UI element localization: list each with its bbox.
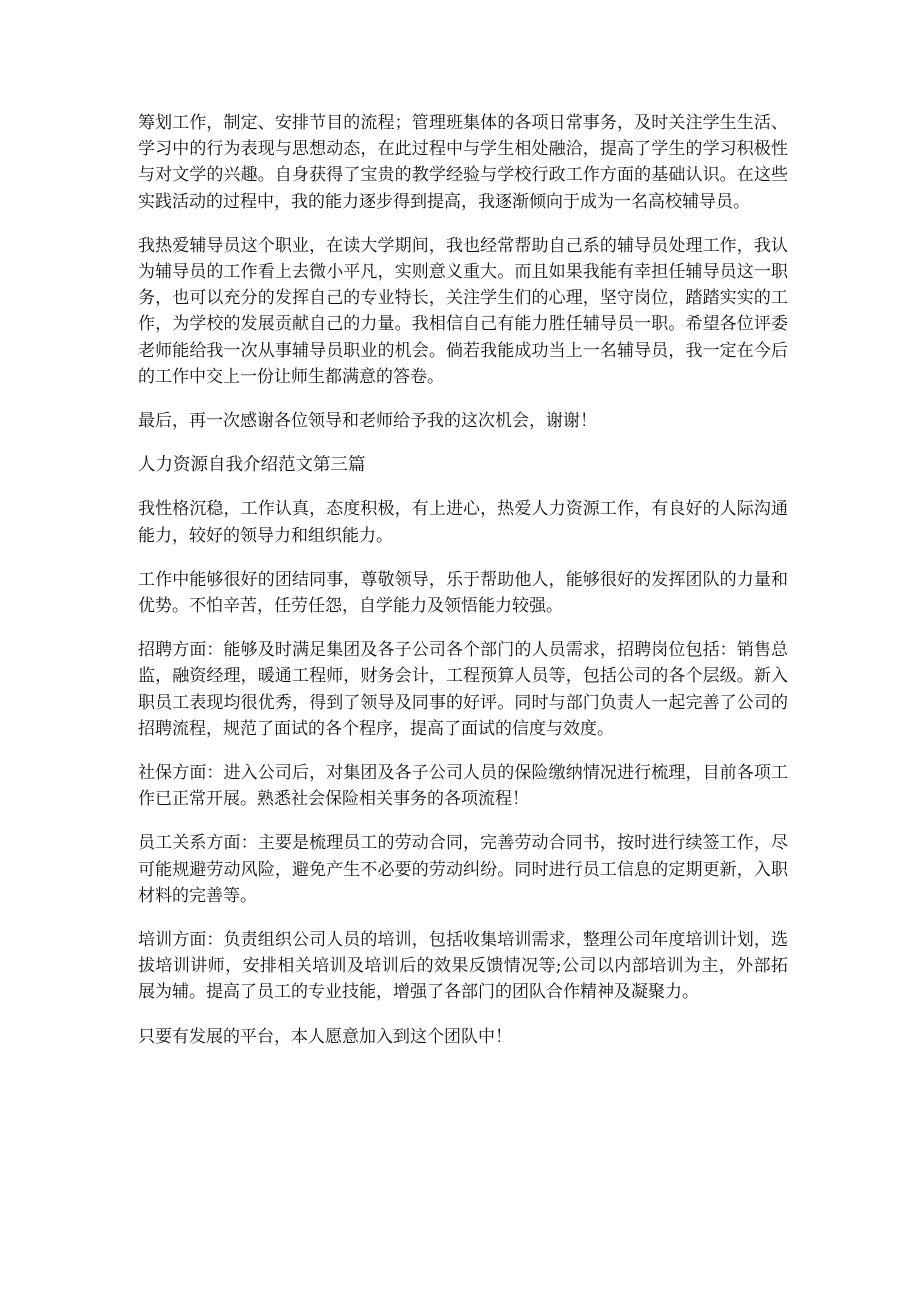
section-title: 人力资源自我介绍范文第三篇 xyxy=(138,455,366,476)
paragraph: 员工关系方面：主要是梳理员工的劳动合同，完善劳动合同书，按时进行续签工作，尽可能规避劳动风险，避免产生不必要的劳动纠纷。同时进行员工信息的定期更新，入职材料的完善等。 xyxy=(138,833,788,906)
paragraph: 培训方面：负责组织公司人员的培训，包括收集培训需求，整理公司年度培训计划，选拔培训讲师，安排相关培训及培训后的效果反馈情况等;公司以内部培训为主，外部拓展为辅。提高了员工的专业技能，增强了各部门的团队合作精神及凝聚力。 xyxy=(138,930,788,1003)
paragraph: 我性格沉稳，工作认真，态度积极，有上进心，热爱人力资源工作，有良好的人际沟通能力，较好的领导力和组织能力。 xyxy=(138,499,788,546)
document-page xyxy=(138,110,788,1068)
paragraph: 工作中能够很好的团结同事，尊敬领导，乐于帮助他人，能够很好的发挥团队的力量和优势。不怕辛苦，任劳任怨，自学能力及领悟能力较强。 xyxy=(138,569,788,617)
paragraph: 最后，再一次感谢各位领导和老师给予我的这次机会，谢谢！ xyxy=(138,411,597,432)
paragraph: 筹划工作，制定、安排节目的流程；管理班集体的各项日常事务，及时关注学生生活、学习中的行为表现与思想动态，在此过程中与学生相处融洽，提高了学生的学习积极性与对文学的兴趣。自身获得了宝贵的教学经验与学校行政工作方面的基础认识。在这些实践活动的过程中，我的能力逐步得到提高，我逐渐倾向于成为一名高校辅导员。 xyxy=(138,113,788,212)
paragraph: 只要有发展的平台，本人愿意加入到这个团队中！ xyxy=(138,1026,512,1047)
paragraph: 我热爱辅导员这个职业，在读大学期间，我也经常帮助自己系的辅导员处理工作，我认为辅导员的工作看上去微小平凡，实则意义重大。而且如果我能有幸担任辅导员这一职务，也可以充分的发挥自己的专业特长，关注学生们的心理，坚守岗位，踏踏实实的工作，为学校的发展贡献自己的力量。我相信自己有能力胜任辅导员一职。希望各位评委老师能给我一次从事辅导员职业的机会。倘若我能成功当上一名辅导员，我一定在今后的工作中交上一份让师生都满意的答卷。 xyxy=(138,235,788,387)
paragraph: 招聘方面：能够及时满足集团及各子公司各个部门的人员需求，招聘岗位包括：销售总监，融资经理，暖通工程师，财务会计，工程预算人员等，包括公司的各个层级。新入职员工表现均很优秀，得到了领导及同事的好评。同时与部门负责人一起完善了公司的招聘流程，规范了面试的各个程序，提高了面试的信度与效度。 xyxy=(138,640,788,739)
paragraph: 社保方面：进入公司后，对集团及各子公司人员的保险缴纳情况进行梳理，目前各项工作已正常开展。熟悉社会保险相关事务的各项流程！ xyxy=(138,763,788,810)
